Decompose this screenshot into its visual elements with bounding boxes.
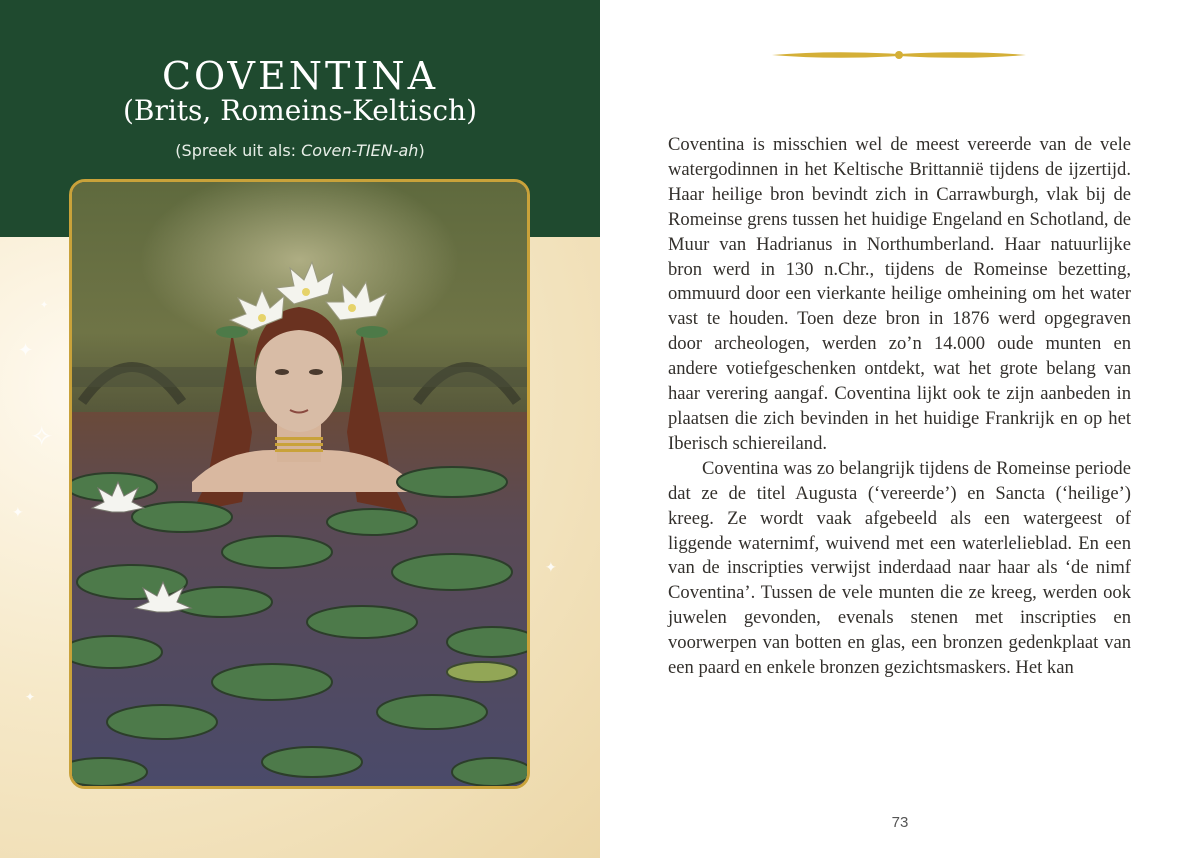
page-number: 73: [891, 814, 909, 831]
paragraph: Coventina is misschien wel de meest vereerde van de vele watergodinnen in het Keltische Brittannië tijdens de ijzertijd. Haar heilige bron bevindt zich in Carrawburgh, vlak bij de Romeinse grens tussen het huidige Engeland en Schotland, de Muur van Hadrianus in Northumberland. Haar natuurlijke bron werd in 130 n.Chr., tijdens de Romeinse bezetting, ommuurd door een vierkante heilige omheining om het water vast te houden. Toen deze bron in 1876 werd opgegraven door archeologen, werden zo’n 14.000 oude munten en andere votiefgeschenken ontdekt, wat het grote belang van haar verering aangaf. Coventina lijkt ook te zijn aanbeden in plaatsen die zich bevinden in het huidige Frankrijk en op het Iberisch schiereiland.: [668, 134, 1131, 454]
sparkle-icon: ✦: [18, 340, 34, 361]
pronunciation-term: Coven-TIEN-ah: [301, 141, 419, 160]
water-goddess-illustration: [72, 182, 527, 786]
pronunciation-suffix: ): [418, 141, 425, 160]
paragraph: Coventina was zo belangrijk tijdens de Romeinse periode dat ze de titel Augusta (‘vereerde’) en Sancta (‘heilige’) kreeg. Ze wordt vaak afgebeeld als een watergeest of liggende waternimf, wuivend met een waterlelieblad. En een van de inscripties verwijst inderdaad naar haar als ‘de nimf Coventina’. Tussen de vele munten die ze kreeg, werden ook juwelen gevonden, evenals stenen met inscripties en voorwerpen van botten en glas, een bronzen gedenkplaat van een paard en enkele bronzen gezichtsmaskers. Het kan: [668, 457, 1131, 679]
sparkle-icon: ✦: [12, 505, 24, 521]
pronunciation-note: [0, 141, 600, 160]
pronunciation-prefix: (Spreek uit als:: [175, 141, 302, 160]
deity-name: COVENTINA: [161, 54, 439, 98]
deity-origin: (Brits, Romeins-Keltisch): [122, 94, 478, 127]
gold-divider-ornament: [772, 46, 1026, 64]
body-text: [668, 133, 1131, 681]
sparkle-icon: ✧: [30, 420, 54, 453]
sparkle-icon: ✦: [545, 560, 557, 576]
sparkle-icon: ✦: [40, 300, 49, 311]
card-illustration: [69, 179, 530, 789]
sparkle-icon: ✦: [25, 690, 36, 704]
